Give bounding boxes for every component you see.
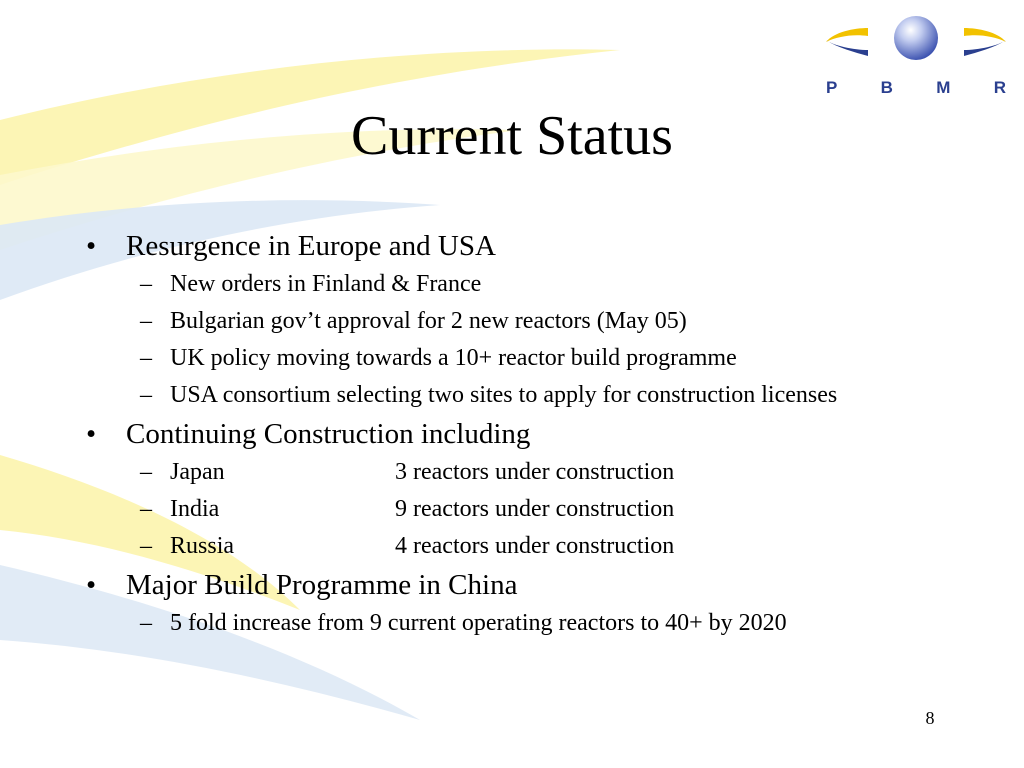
country-name: Japan (170, 459, 225, 485)
logo-letter: R (993, 78, 1006, 97)
dash-icon: – (140, 610, 152, 636)
dash-icon: – (140, 271, 152, 297)
bullet-icon: • (86, 569, 97, 601)
bullet-icon: • (86, 418, 97, 450)
sub-item-text: UK policy moving towards a 10+ reactor build programme (170, 345, 737, 371)
pbmr-logo (820, 10, 1016, 100)
dash-icon: – (140, 308, 152, 334)
construction-row (86, 491, 986, 528)
dash-icon: – (140, 496, 152, 522)
logo-letter: P (826, 78, 838, 97)
sub-item (86, 340, 986, 377)
slide-content (86, 226, 986, 642)
sub-item-text: USA consortium selecting two sites to apply for construction licenses (170, 382, 838, 408)
dash-icon: – (140, 345, 152, 371)
sub-item (86, 266, 986, 303)
logo-emblem (820, 10, 1016, 76)
bullet-text: Resurgence in Europe and USA (126, 230, 496, 262)
construction-row (86, 454, 986, 491)
bullet-item (86, 565, 986, 605)
sub-item-text: Bulgarian gov’t approval for 2 new reactors (May 05) (170, 308, 687, 334)
dash-icon: – (140, 459, 152, 485)
sub-item (86, 605, 986, 642)
sub-item (86, 303, 986, 340)
sub-item-text: New orders in Finland & France (170, 271, 482, 297)
reactor-status: 3 reactors under construction (395, 459, 675, 485)
sub-item-text: 5 fold increase from 9 current operating reactors to 40+ by 2020 (170, 610, 787, 636)
country-name: India (170, 496, 220, 522)
construction-row (86, 528, 986, 565)
reactor-status: 4 reactors under construction (395, 533, 675, 559)
bullet-text: Major Build Programme in China (126, 569, 518, 601)
country-name: Russia (170, 533, 235, 559)
logo-letter: M (936, 78, 951, 97)
logo-letter: B (880, 78, 893, 97)
bullet-item (86, 414, 986, 454)
dash-icon: – (140, 533, 152, 559)
sub-item (86, 377, 986, 414)
bullet-item (86, 226, 986, 266)
slide-title: Current Status (351, 105, 673, 167)
dash-icon: – (140, 382, 152, 408)
page-number: 8 (925, 708, 935, 728)
bullet-icon: • (86, 230, 97, 262)
reactor-status: 9 reactors under construction (395, 496, 675, 522)
logo-letters (820, 78, 1016, 100)
bullet-text: Continuing Construction including (126, 418, 531, 450)
